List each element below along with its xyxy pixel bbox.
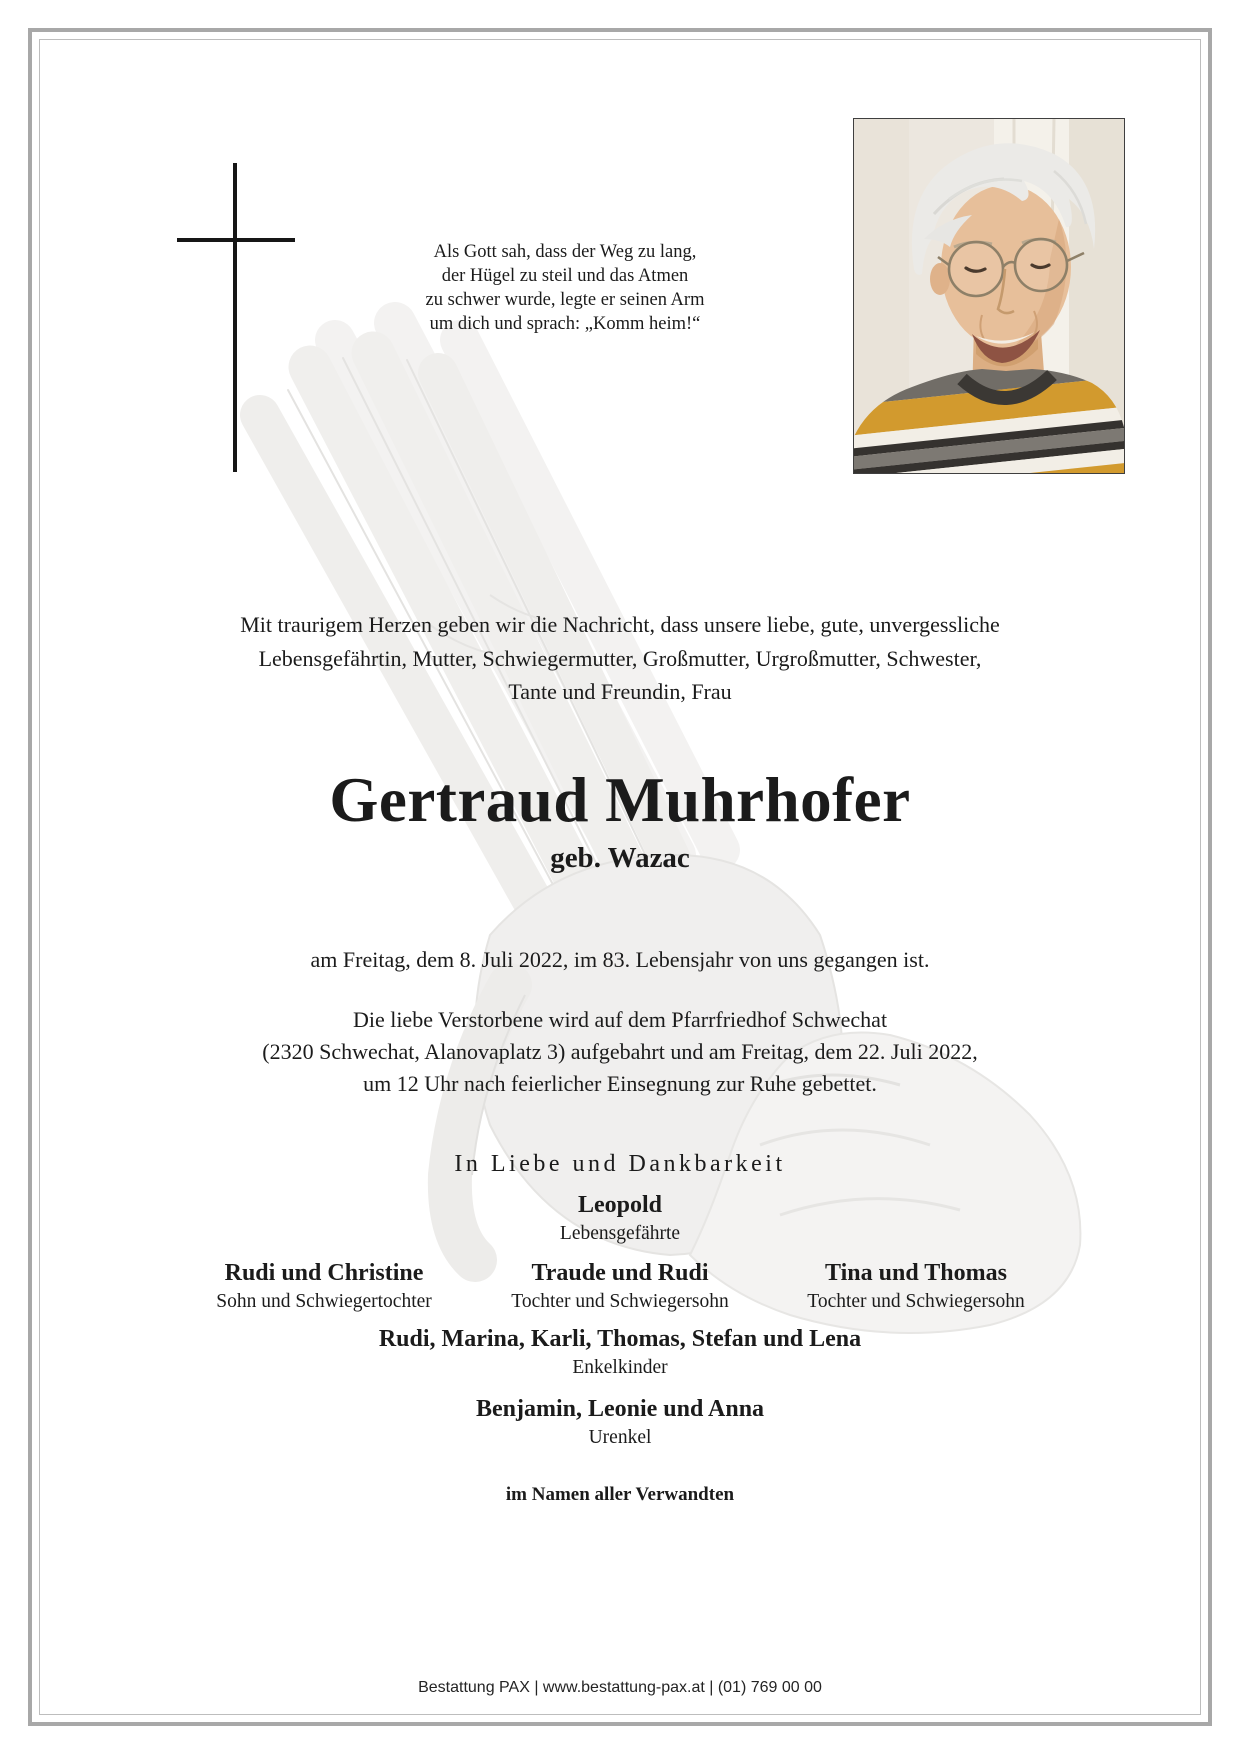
- funeral-details: [52, 1004, 1188, 1100]
- mourner-relation: Sohn und Schwiegertochter: [216, 1291, 432, 1312]
- death-date-line: am Freitag, dem 8. Juli 2022, im 83. Lebensjahr von uns gegangen ist.: [310, 947, 930, 972]
- poem-line: zu schwer wurde, legte er seinen Arm: [425, 290, 705, 310]
- mourner-relation: Tochter und Schwiegersohn: [511, 1291, 729, 1312]
- funeral-line: um 12 Uhr nach feierlicher Einsegnung zur Ruhe gebettet.: [363, 1071, 877, 1096]
- announcement-text: [52, 608, 1188, 709]
- mourner-relation: Tochter und Schwiegersohn: [807, 1291, 1025, 1312]
- mourner-relation: Urenkel: [588, 1427, 652, 1448]
- funeral-line: (2320 Schwechat, Alanovaplatz 3) aufgebahrt und am Freitag, dem 22. Juli 2022,: [262, 1039, 978, 1064]
- mourner-names: Tina und Thomas: [825, 1260, 1007, 1286]
- mourner-great-grandchildren: [52, 1394, 1188, 1451]
- mourner-partner: [52, 1190, 1188, 1247]
- deceased-name: Gertraud Muhrhofer: [329, 765, 911, 835]
- funeral-line: Die liebe Verstorbene wird auf dem Pfarrfriedhof Schwechat: [352, 1007, 888, 1032]
- mourner-children-row: [176, 1258, 1064, 1315]
- maiden-name: geb. Wazac: [550, 842, 690, 874]
- announcement-line: Lebensgefährtin, Mutter, Schwiegermutter, Großmutter, Urgroßmutter, Schwester,: [258, 645, 982, 671]
- mourner-names: Rudi und Christine: [224, 1260, 424, 1286]
- announcement-line: Mit traurigem Herzen geben wir die Nachricht, dass unsere liebe, gute, unvergessliche: [240, 612, 1000, 637]
- poem-line: um dich und sprach: „Komm heim!“: [429, 314, 701, 334]
- mourner-names: Benjamin, Leonie und Anna: [475, 1396, 765, 1422]
- mourner-grandchildren: [52, 1324, 1188, 1381]
- mourner-child: [472, 1258, 768, 1315]
- footer-contact: Bestattung PAX | www.bestattung-pax.at | (01) 769 00 00: [418, 1679, 822, 1696]
- mourner-child: [176, 1258, 472, 1315]
- mourner-names: Leopold: [577, 1192, 663, 1218]
- closing-phrase: In Liebe und Dankbarkeit: [454, 1151, 786, 1177]
- poem-line: der Hügel zu steil und das Atmen: [441, 266, 689, 286]
- poem-line: Als Gott sah, dass der Weg zu lang,: [433, 242, 697, 262]
- final-note: im Namen aller Verwandten: [505, 1484, 735, 1505]
- memorial-poem: [300, 240, 830, 336]
- announcement-line: Tante und Freundin, Frau: [508, 679, 732, 704]
- mourner-child: [768, 1258, 1064, 1315]
- mourner-relation: Enkelkinder: [572, 1357, 668, 1378]
- mourner-relation: Lebensgefährte: [559, 1223, 681, 1244]
- portrait-photo: [853, 118, 1125, 474]
- mourner-names: Traude und Rudi: [531, 1260, 709, 1286]
- mourner-names: Rudi, Marina, Karli, Thomas, Stefan und Lena: [378, 1326, 862, 1352]
